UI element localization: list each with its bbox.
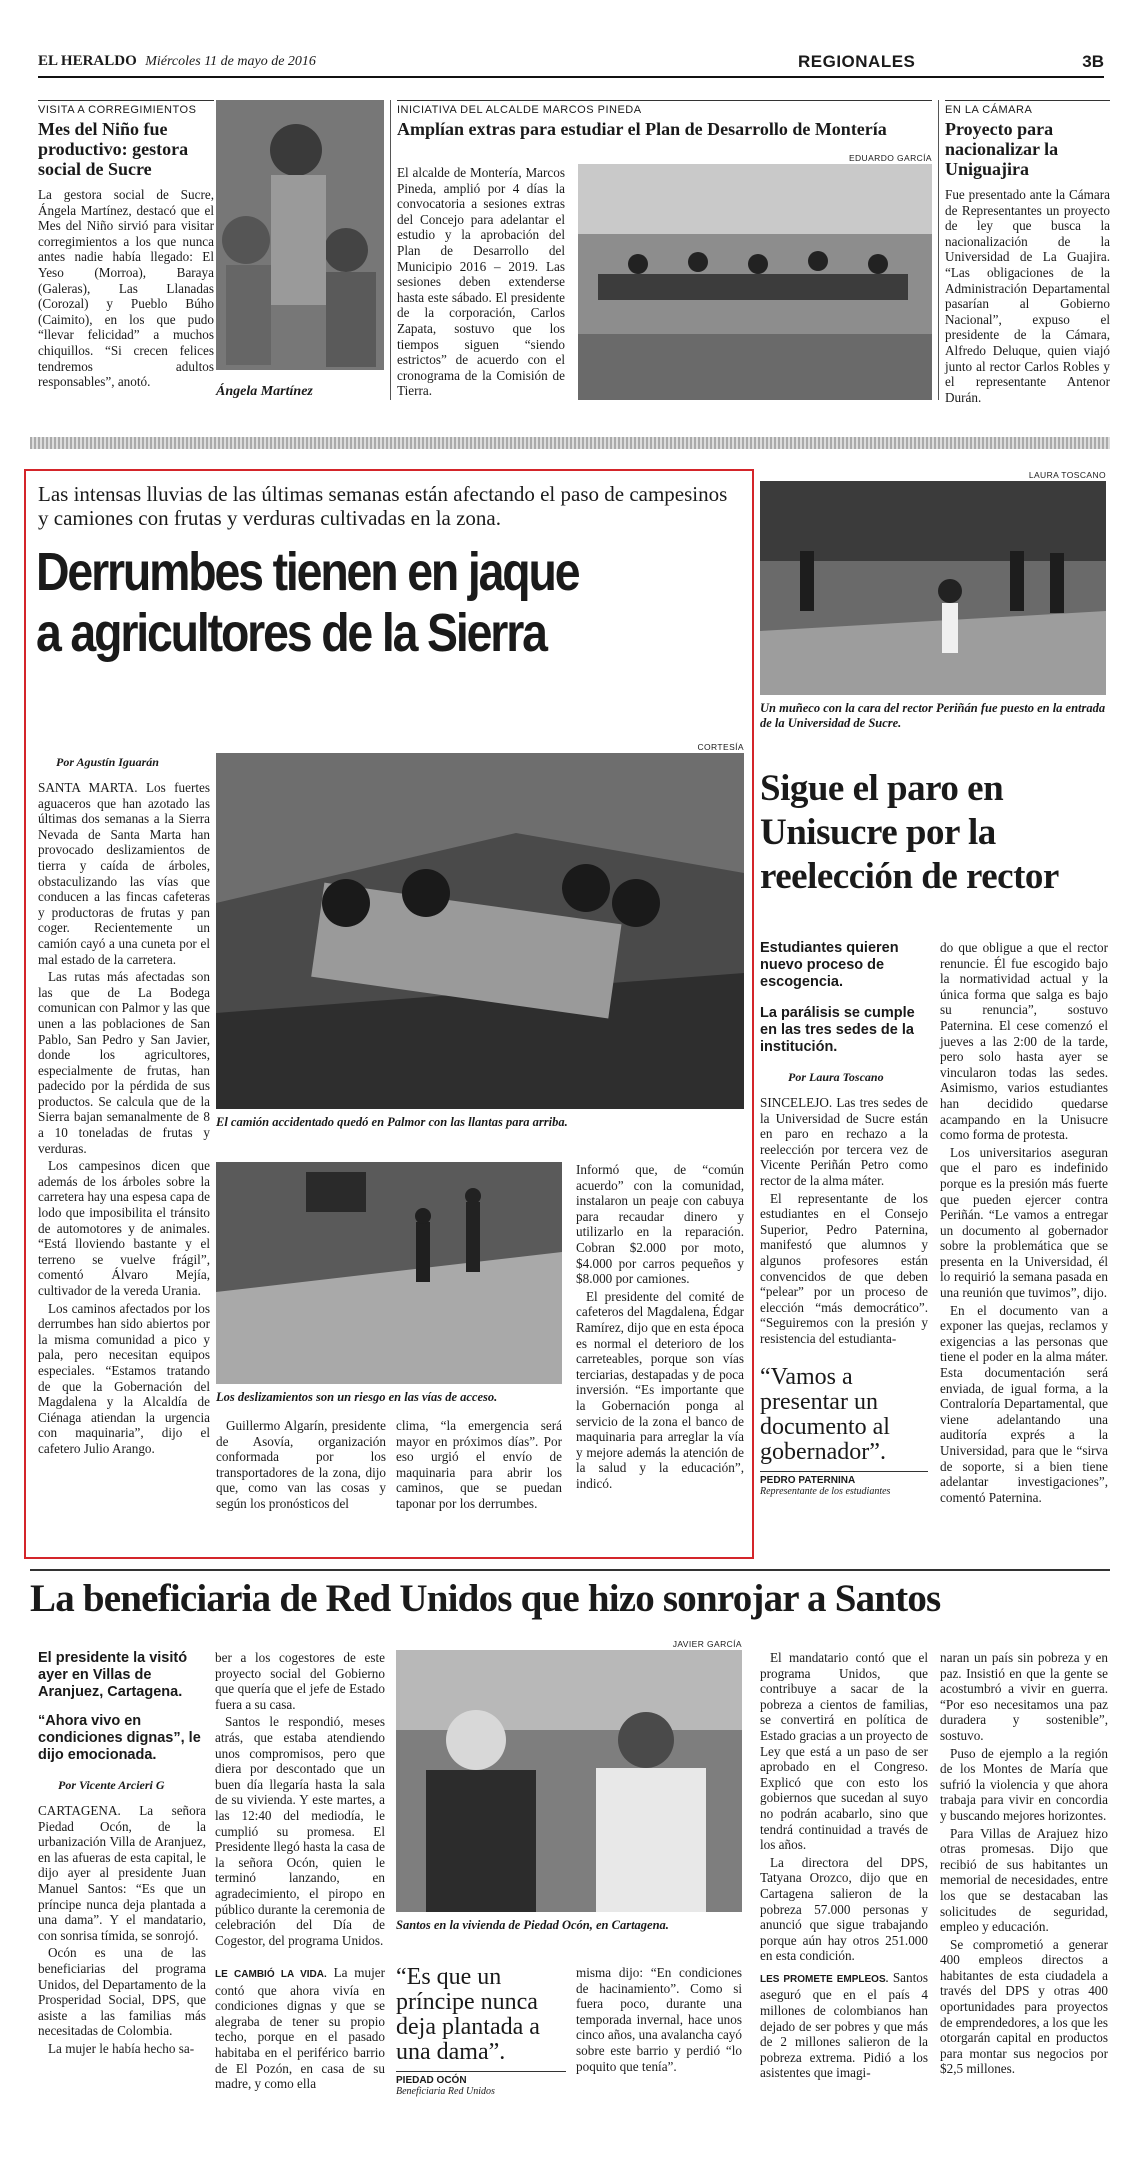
subhead: LE CAMBIÓ LA VIDA. — [215, 1969, 327, 1980]
bottom-headline: La beneficiaria de Red Unidos que hizo sonrojar a Santos — [30, 1577, 941, 1620]
subhead-text: Santos aseguró que en el país 4 millones de colombianos han dejado de ser pobres y que más de 2 millones salieron de la pobreza extrema. Pidió a los asistentes que imagi- — [760, 1969, 928, 2081]
unisucre-paragraph: SINCELEJO. Las tres sedes de la Universidad de Sucre están en paro en rechazo a la reelección por tercera vez de Vicente Periñán Petro como rector de la alma máter. — [760, 1095, 928, 1188]
story-plan-desarrollo — [397, 100, 932, 147]
council-photo-icon — [578, 164, 932, 400]
lead-paragraph: Los caminos afectados por los derrumbes han sido abiertos por la misma comunidad a pico y pala, pero necesitan equipos especiales. “Estamos tratando de que la Gobernación del Magdalena y la Alcaldía de Ciénaga atiendan la urgencia con maquinaria”, dijo el cafetero Julio Arango. — [38, 1300, 210, 1456]
page-number: 3B — [1082, 52, 1104, 71]
kicker: EN LA CÁMARA — [945, 100, 1110, 116]
headline-line-1: Derrumbes tienen en jaque — [36, 542, 579, 602]
story-title: Amplían extras para estudiar el Plan de Desarrollo de Montería — [397, 119, 887, 139]
story-body-col — [397, 165, 565, 401]
byline: Por Laura Toscano — [788, 1070, 884, 1084]
bottom-col-2 — [215, 1650, 385, 1950]
lead-deck: Las intensas lluvias de las últimas semanas están afectando el paso de campesinos y camiones con frutas y verduras cultivadas en la zona. — [38, 482, 728, 530]
lead-col-1 — [38, 745, 210, 1459]
story-uniguajira — [945, 100, 1110, 407]
unisucre-paragraph: Los universitarios aseguran que el paro es indefinido porque es la presión más fuerte que pueden ejercer contra Periñán. “Le vamos a entregar un documento al gobernador sobre la problemática que se presenta en la Universidad, él lo requirió la semana pasada en una reunión que tuvimos”, dijo. — [940, 1144, 1108, 1301]
deck: “Ahora vivo en condiciones dignas”, le dijo emocionada. — [38, 1713, 201, 1763]
unisucre-headline: Sigue el paro en Unisucre por la reelección de rector — [760, 768, 1059, 897]
kicker: INICIATIVA DEL ALCALDE MARCOS PINEDA — [397, 100, 932, 116]
photo-credit: EDUARDO GARCÍA — [848, 153, 932, 163]
lead-paragraph: Informó que, de “común acuerdo” con la comunidad, instalaron un peaje con cabuya para recaudar dinero y utilizarlo en la reparación. Cobran $2.000 por moto, $4.000 por carros pequeños y $8.000 por camiones. — [576, 1162, 744, 1287]
unisucre-col-1 — [760, 940, 928, 1497]
bottom-paragraph: naran un país sin pobreza y en paz. Insistió en que la gente se acostumbró a vivir en guerra. “Por eso necesitamos una paz duradera y sostenible”, sostuvo. — [940, 1650, 1108, 1743]
bottom-col-5 — [940, 1650, 1108, 2079]
lead-paragraph: clima, “la emergencia será mayor en próximos días”. Por eso urgió el envío de maquinaria para abrir los caminos, que se puedan taponar por los derrumbes. — [396, 1418, 562, 1511]
photo-caption-santos: Santos en la vivienda de Piedad Ocón, en Cartagena. — [396, 1918, 669, 1932]
section-name: REGIONALES — [798, 52, 916, 71]
lead-col-3 — [396, 1418, 562, 1514]
photo-credit: JAVIER GARCÍA — [672, 1639, 742, 1649]
lead-paragraph: El presidente del comité de cafeteros del Magdalena, Édgar Ramírez, dijo que en esta época es normal el deterioro de los carreteables, porque son vías terciarias, destapadas y de poca inversión. “Es importante que la Gobernación ponga al servicio de la zona el banco de maquinaria para arreglar la vía y mejore además la atención de la salud y la educación”, indicó. — [576, 1288, 744, 1491]
bottom-paragraph: Santos le respondió, meses atrás, que estaba atendiendo unos compromisos, pero que diera por descontado que un buen día llegaría hasta la sala de su vivienda. Y este martes, a las 12:40 del mediodía, le cumplió su promesa. El Presidente llegó hasta la casa de la señora Ocón, quien le terminó lanzando, en agradecimiento, el piropo en público durante la ceremonia de celebración del Día de Cogestor, del programa Unidos. — [215, 1714, 385, 1948]
quote-role: Representante de los estudiantes — [760, 1485, 891, 1497]
issue-date: Miércoles 11 de mayo de 2016 — [145, 54, 316, 69]
unisucre-paragraph: En el documento van a exponer las quejas, reclamos y exigencias a las personas que tiene el poder en la alma máter. Esta documentación será enviada, de igual forma, a la Contraloría Departamental, que viene adelantando una auditoría exprés a la Universidad, para que le “sirva de soporte, si a bien tiene adelantar investigaciones”, comentó Paternina. — [940, 1302, 1108, 1505]
story-body: El alcalde de Montería, Marcos Pineda, amplió por 4 días la convocatoria a sesiones extras del Concejo para adelantar el estudio y la aprobación del Plan de Desarrollo del Municipio 2016 – 2019. Las sesiones deben extenderse hasta este sábado. El presidente de la corporación, Carlos Zapata, sostuvo que los tiempos siguen “siendo estrictos” de acuerdo con el cronograma de la Comisión de Tierra. — [397, 165, 565, 399]
lead-col-4 — [576, 1162, 744, 1493]
masthead — [38, 52, 1104, 74]
subhead: LES PROMETE EMPLEOS. — [760, 1973, 889, 1985]
bottom-col-4 — [760, 1650, 928, 2083]
bottom-col-1 — [38, 1650, 206, 2059]
lead-paragraph: Las rutas más afectadas son las que de La Bodega comunican con Palmor y las que unen a las poblaciones de San Pablo, San Pedro y San Javier, donde los agricultores, especialmente de frutas, han padecido por la pérdida de sus productos. Se calcula que de la Sierra bajan semanalmente de 8 a 10 toneladas de frutas y verduras. — [38, 969, 210, 1156]
bottom-paragraph: Puso de ejemplo a la región de los Montes de María que sufrió la violencia y que ahora trabaja para vivir en concordia y buscando mejores horizontes. — [940, 1745, 1108, 1823]
bottom-col-3b — [576, 1965, 742, 2076]
deck: El presidente la visitó ayer en Villas de Aranjuez, Cartagena. — [38, 1650, 188, 1700]
photo-caption-effigy: Un muñeco con la cara del rector Periñán fue puesto en la entrada de la Universidad de Sucre. — [760, 701, 1106, 730]
truck-photo-icon — [216, 753, 744, 1109]
quote-role: Beneficiaria Red Unidos — [396, 2086, 495, 2097]
bottom-paragraph: misma dijo: “En condiciones de hacinamiento”. Como si fuera poco, durante una temporada invernal, hace unos cinco años, una avalancha cayó sobre este barrio y perdió “lo poquito que tenía”. — [576, 1965, 742, 2074]
protest-photo-icon — [760, 481, 1106, 695]
lead-paragraph: Los campesinos dicen que además de los árboles sobre la carretera hay una espesa capa de lodo que imposibilita el tránsito de automotores y de animales. “Está lloviendo bastante y el terreno se vuelve frágil”, comentó Álvaro Mejía, cultivador de la vereda Urania. — [38, 1158, 210, 1298]
byline: Por Agustín Iguarán — [56, 755, 159, 769]
kicker: VISITA A CORREGIMIENTOS — [38, 100, 214, 116]
photo-landslide — [216, 1162, 562, 1384]
bottom-paragraph — [215, 1965, 385, 2092]
lead-paragraph: SANTA MARTA. Los fuertes aguaceros que han azotado las últimas dos semanas a la Sierra Nevada de Santa Marta han provocado deslizamientos de tierra y caída de árboles, obstaculizando las vías que conducen a las fincas cafeteras y productoras de frutas y pan coger. Recientemente un camión cayó a una cuneta por el mal estado de la carretera. — [38, 780, 210, 967]
column-rule — [938, 100, 939, 400]
landslide-photo-icon — [216, 1162, 562, 1384]
bottom-paragraph: Para Villas de Arajuez hizo otras promesas. Dijo que recibió de sus habitantes un memorial de necesidades, entre los que se destacaban las solicitudes de seguridad, empleo y educación. — [940, 1825, 1108, 1935]
byline: Por Vicente Arcieri G — [58, 1778, 165, 1792]
photo-overturned-truck — [216, 753, 744, 1109]
deck: Estudiantes quieren nuevo proceso de escogencia. — [760, 940, 899, 990]
unisucre-paragraph: do que obligue a que el rector renuncie. Él fue escogido bajo la normatividad actual y la única forma que salga es bajo su renuncia”, sostuvo Paternina. El cese comenzó el jueves a las 2:00 de la tarde, pero solo hasta ayer se vincularon todas las sedes. Asimismo, varios estudiantes han decidido quedarse acampando en la Unisucre como forma de protesta. — [940, 940, 1108, 1143]
story-title: Mes del Niño fue productivo: gestora social de Sucre — [38, 119, 189, 179]
story-body: Fue presentado ante la Cámara de Representantes un proyecto de ley que busca la nacionalización de la Universidad de La Guajira. “Las obligaciones de la Administración Departamental pasarían al Gobierno Nacional”, expuso el presidente de la Cámara, Alfredo Deluque, quien viajó junto al rector Carlos Robles y el representante Antenor Durán. — [945, 187, 1110, 405]
section-divider-band — [30, 437, 1110, 449]
bottom-paragraph: El mandatario contó que el programa Unidos, que contribuye a sacar de la pobreza a cientos de familias, se convertirá en política de Estado gracias a un proyecto de Ley que está a un paso de ser aprobado en el Congreso. Explicó que con esto los gobiernos que sucedan al suyo no podrán acabarlo, sino que tendrá continuidad a través de los años. — [760, 1650, 928, 1853]
bottom-paragraph: ber a los cogestores de este proyecto social del Gobierno que quería que el jefe de Estado fuera a su casa. — [215, 1650, 385, 1712]
subhead-text: La mujer contó que ahora vivía en condiciones dignas y que se alegraba de tener su propio techo, porque en el pasado habitaba en el periférico barrio de El Pozón, en casa de su madre, y como ella — [215, 1965, 386, 2092]
story-body: La gestora social de Sucre, Ángela Martínez, destacó que el Mes del Niño sirvió para visitar corregimientos a los que nunca antes nadie había llegado: El Yeso (Morroa), Baraya (Galeras), Las Llanadas (Corozal) y Pueblo Búho (Caimito), en los que pudo “llevar felicidad” a muchos chiquillos. “Si crecen felices tendremos adultos responsables”, anotó. — [38, 187, 214, 390]
photo-rector-effigy — [760, 481, 1106, 695]
bottom-paragraph: CARTAGENA. La señora Piedad Ocón, de la urbanización Villa de Aranjuez, en las afueras de esta capital, le dijo ayer al presidente Juan Manuel Santos: “Es que un príncipe nunca deja plantada a una dama”. Y el mandatario, con sonrisa tímida, se sonrojó. — [38, 1803, 206, 1943]
unisucre-paragraph: El representante de los estudiantes en el Consejo Superior, Pedro Paternina, manifestó que alumnos y algunos profesores están convencidos de que deben “pelear” por un proceso de elección “más democrático”. “Seguiremos con la presión y resistencia del estudianta- — [760, 1190, 928, 1346]
quote-name: PIEDAD OCÓN — [396, 2071, 566, 2086]
unisucre-col-2 — [940, 940, 1108, 1507]
quote-name: PEDRO PATERNINA — [760, 1471, 928, 1486]
lead-col-2 — [216, 1418, 386, 1514]
column-rule — [390, 100, 391, 400]
quote-text: “Es que un príncipe nunca deja plantada a una dama”. — [396, 1964, 540, 2065]
bottom-paragraph: Se comprometió a generar 400 empleos directos a habitantes de esta ciudadela a través del DPS y otras 400 oportunidades para proyectos de emprendedores, a los que les otorgarán capital en productos para montar sus negocios por $2,5 millones. — [940, 1936, 1108, 2077]
lead-headline — [36, 542, 647, 664]
photo-children — [216, 100, 384, 370]
bottom-paragraph: La mujer le había hecho sa- — [48, 2040, 195, 2056]
lead-paragraph: Guillermo Algarín, presidente de Asovía, organización conformada por los transportadores de la zona, dijo que, como van las cosas y según los pronósticos del — [216, 1418, 386, 1511]
bottom-pull-quote — [396, 1965, 566, 2097]
newspaper-name: EL HERALDO — [38, 53, 137, 69]
bottom-paragraph — [760, 1970, 928, 2081]
story-mes-del-nino — [38, 100, 214, 392]
bottom-paragraph: La directora del DPS, Tatyana Orozco, dijo que en Cartagena salieron de la pobreza 57.000 personas y anunció que sigue trabajando porque aún hay otros 251.000 en esta condición. — [760, 1854, 928, 1964]
santos-photo-icon — [396, 1650, 742, 1912]
pull-quote — [760, 1365, 928, 1497]
headline-line-2: a agricultores de la Sierra — [36, 603, 546, 663]
photo-caption-truck: El camión accidentado quedó en Palmor con las llantas para arriba. — [216, 1115, 568, 1129]
photo-santos-visit — [396, 1650, 742, 1912]
bottom-rule — [30, 1569, 1110, 1571]
photo-caption-landslide: Los deslizamientos son un riesgo en las vías de acceso. — [216, 1390, 498, 1404]
bottom-paragraph: Ocón es una de las beneficiarias del programa Unidos, del Departamento de la Prosperidad Social, DPS, que asiste a las familias más necesitadas de Colombia. — [38, 1945, 206, 2039]
deck: La parálisis se cumple en las tres sedes de la institución. — [760, 1005, 915, 1055]
quote-text: “Vamos a presentar un documento al gobernador”. — [760, 1363, 890, 1465]
photo-credit: CORTESÍA — [697, 742, 744, 752]
children-photo-icon — [216, 100, 384, 370]
header-rule — [38, 76, 1104, 78]
story-title: Proyecto para nacionalizar la Uniguajira — [945, 119, 1059, 179]
photo-council-session — [578, 164, 932, 400]
photo-credit: LAURA TOSCANO — [1028, 470, 1106, 480]
bottom-col-2b — [215, 1965, 385, 2094]
photo-caption-angela: Ángela Martínez — [216, 384, 313, 399]
